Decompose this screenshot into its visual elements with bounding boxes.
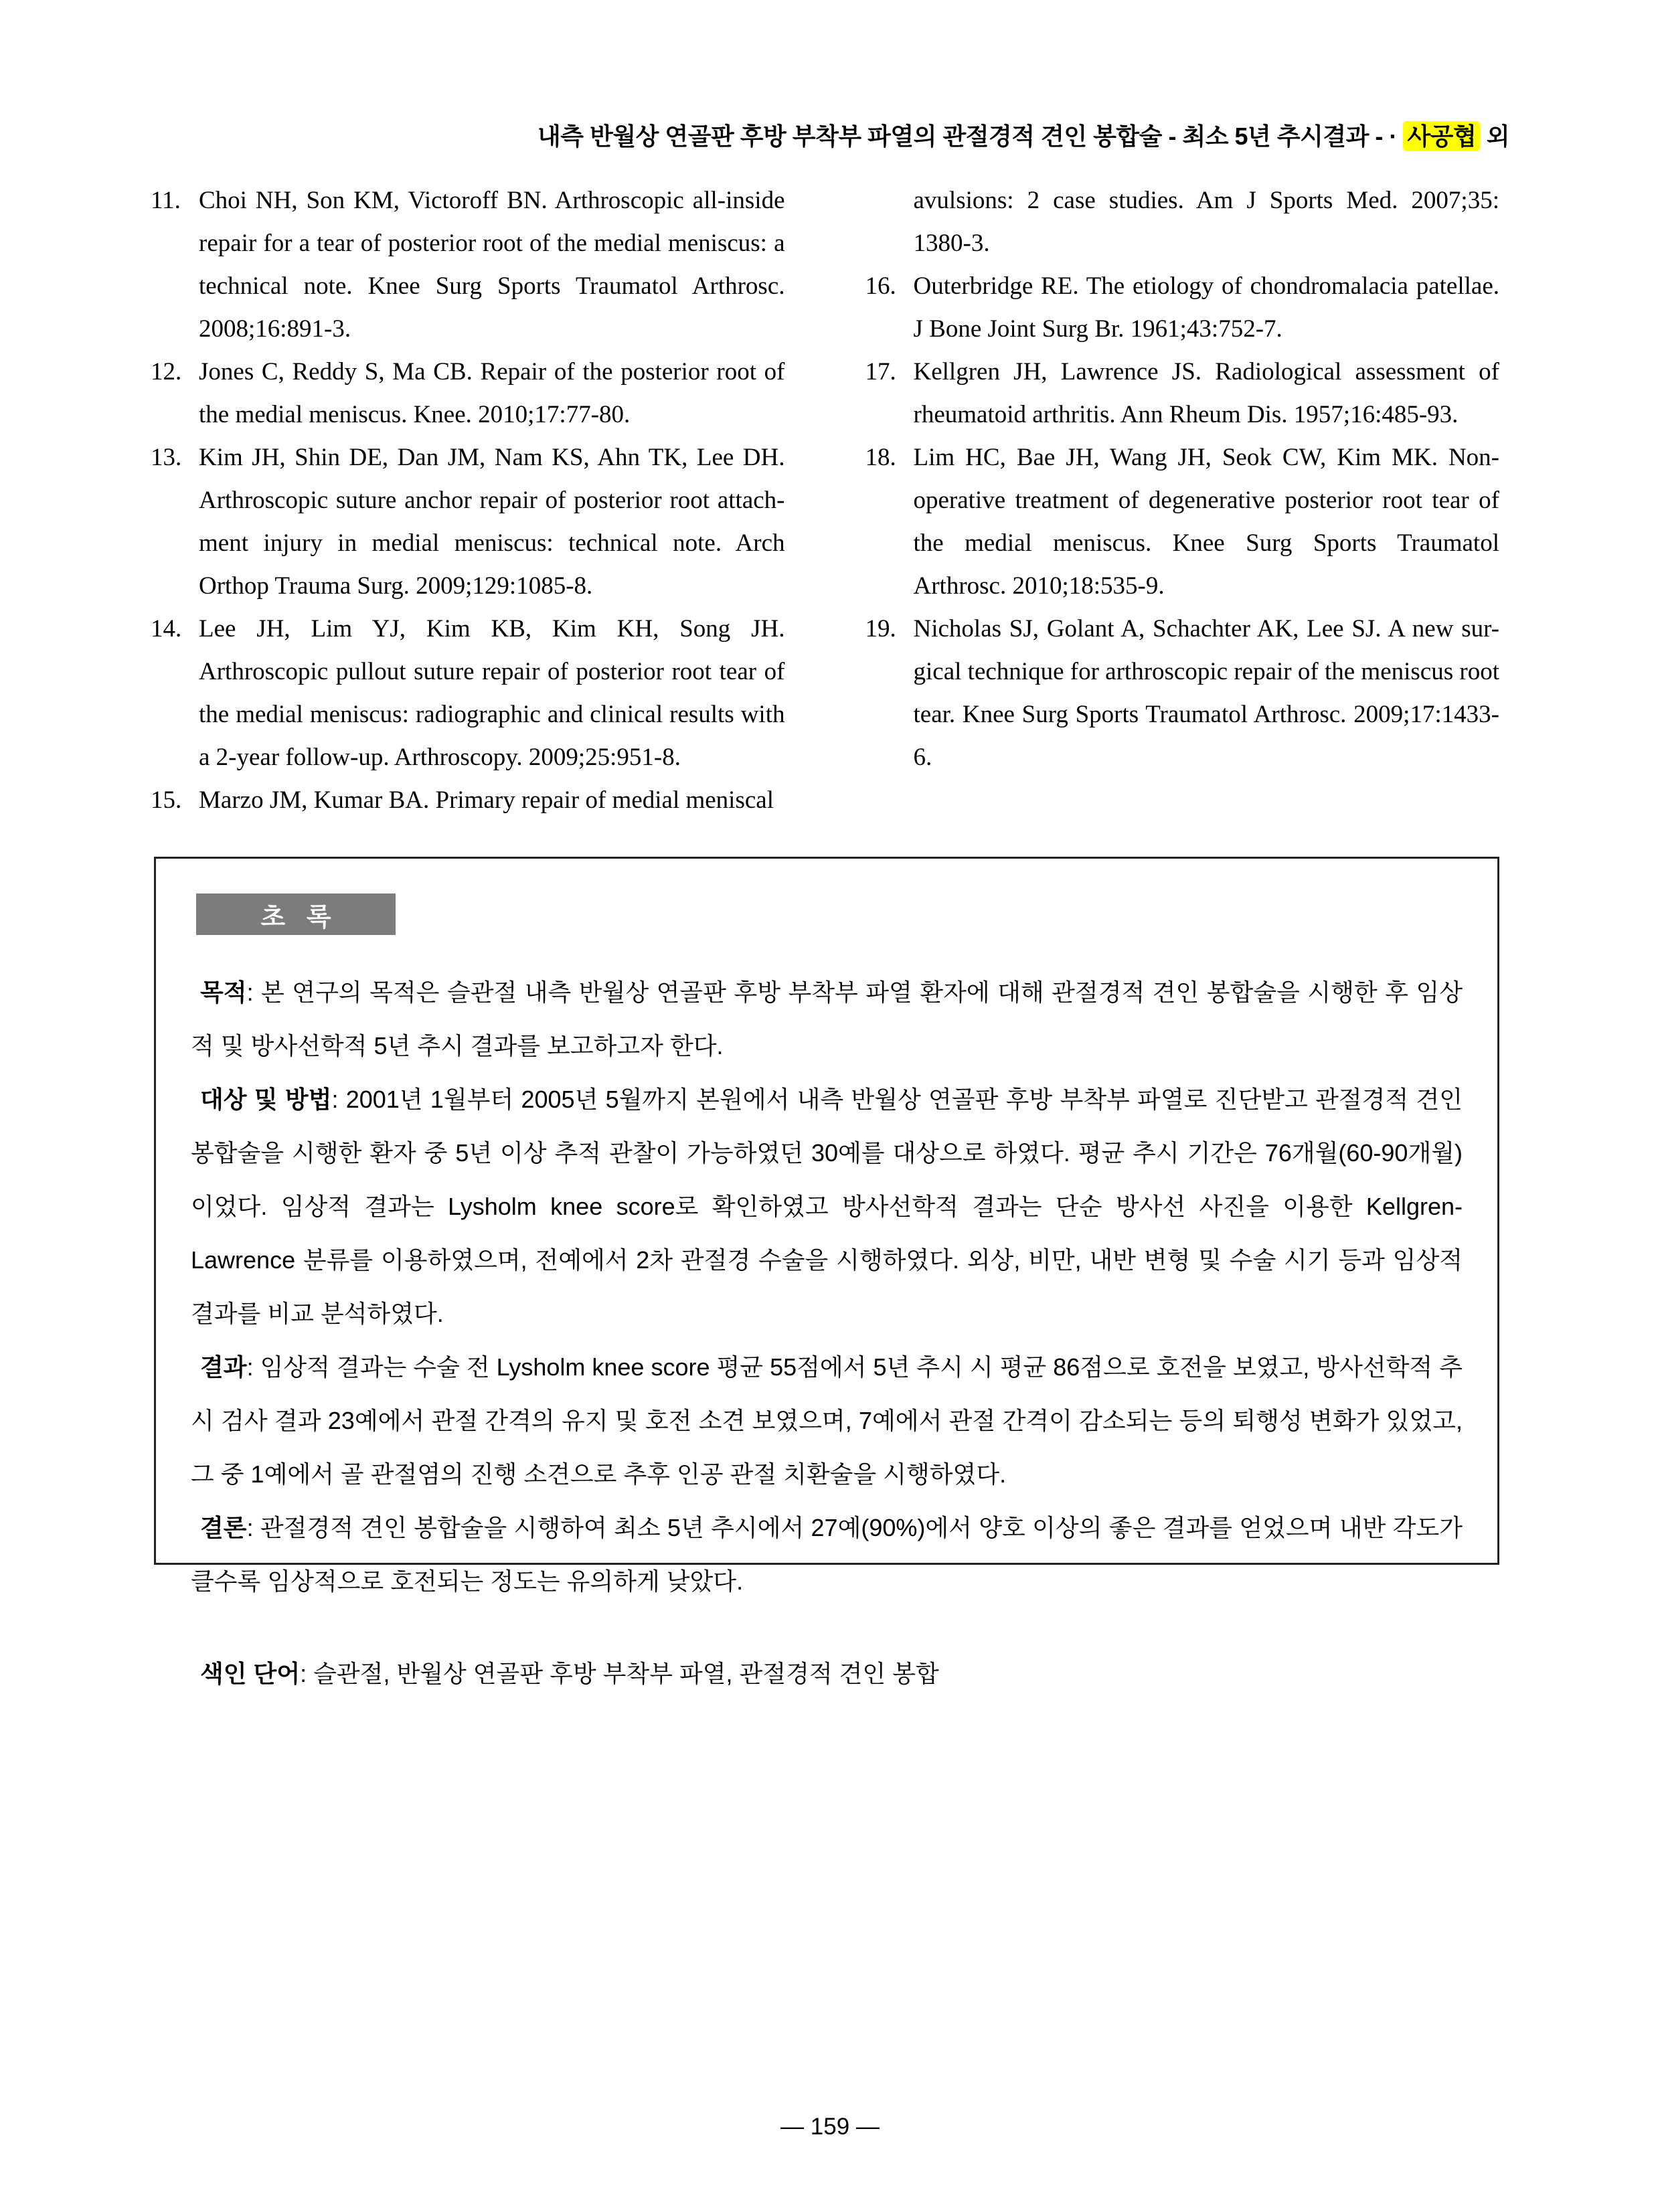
- reference-text: Kim JH, Shin DE, Dan JM, Nam KS, Ahn TK, Lee DH. Arthroscopic suture anchor repair of posterior root attach- ment injury in medial meniscus: technical note. Arch Orthop Trauma Surg. 2009;129:1085-8.: [199, 444, 785, 600]
- references-right-column: [865, 179, 1500, 822]
- paragraph-text: : 본 연구의 목적은 슬관절 내측 반월상 연골판 후방 부착부 파열 환자에 대해 관절경적 견인 봉합술을 시행한 후 임상적 및 방사선학적 5년 추시 결과를 보고하고자 한다.: [191, 979, 1463, 1059]
- abstract-box-title: 초 록: [196, 894, 396, 935]
- reference-item: [151, 436, 785, 608]
- reference-number: 12.: [151, 358, 182, 386]
- reference-item: [151, 351, 785, 436]
- paragraph-text: : 임상적 결과는 수술 전 Lysholm knee score 평균 55점에서 5년 추시 시 평균 86점으로 호전을 보였고, 방사선학적 추시 검사 결과 23예에서 관절 간격의 유지 및 호전 소견 보였으며, 7예에서 관절 간격이 감소되는 등의 퇴행성 변화가 있었고, 그 중 1예에서 골 관절염의 진행 소견으로 추후 인공 관절 치환술을 시행하였다.: [191, 1353, 1463, 1488]
- reference-number: 19.: [865, 615, 896, 643]
- running-title-suffix: 외: [1480, 122, 1509, 150]
- reference-number: 14.: [151, 615, 182, 643]
- reference-text: Marzo JM, Kumar BA. Primary repair of medial meniscal: [199, 786, 774, 814]
- reference-text: Choi NH, Son KM, Victoroff BN. Arthroscopic all-inside repair for a tear of posterior root of the medial meniscus: a technical note. Knee Surg Sports Traumatol Arthrosc. 2008;16:891-3.: [199, 187, 785, 343]
- reference-text: avulsions: 2 case studies. Am J Sports Med. 2007;35: 1380-3.: [913, 187, 1499, 257]
- reference-number: 13.: [151, 444, 182, 471]
- reference-number: 16.: [865, 272, 896, 300]
- reference-item: [151, 179, 785, 351]
- reference-item: [151, 779, 785, 822]
- reference-item: [865, 265, 1500, 351]
- references-left-column: [151, 179, 785, 822]
- reference-text: Nicholas SJ, Golant A, Schachter AK, Lee SJ. A new sur- gical technique for arthroscopic repair of the meniscus root tear. Knee Surg Sports Traumatol Arthrosc. 2009;17:1433-6.: [913, 615, 1499, 771]
- reference-number: 11.: [151, 187, 181, 214]
- reference-item: [865, 608, 1500, 779]
- reference-number: 15.: [151, 786, 182, 814]
- running-title-text: 내측 반월상 연골판 후방 부착부 파열의 관절경적 견인 봉합술 - 최소 5년 추시결과 - ·: [537, 122, 1404, 150]
- page-number: — 159 —: [780, 2114, 880, 2140]
- reference-item: [151, 608, 785, 779]
- running-title: [151, 118, 1509, 152]
- references-section: [151, 179, 1499, 822]
- highlighted-author: 사공협: [1403, 121, 1480, 151]
- paragraph-label: 결과: [200, 1353, 247, 1381]
- paragraph-label: 목적: [200, 979, 247, 1006]
- reference-item: [865, 436, 1500, 608]
- reference-text: Jones C, Reddy S, Ma CB. Repair of the posterior root of the medial meniscus. Knee. 2010;17:77-80.: [199, 358, 785, 428]
- reference-number: 18.: [865, 444, 896, 471]
- abstract-paragraph-conclusion: [191, 1501, 1463, 1608]
- reference-number: 17.: [865, 358, 896, 386]
- paragraph-text: : 2001년 1월부터 2005년 5월까지 본원에서 내측 반월상 연골판 후방 부착부 파열로 진단받고 관절경적 견인 봉합술을 시행한 환자 중 5년 이상 추적 관찰이 가능하였던 30예를 대상으로 하였다. 평균 추시 기간은 76개월(60-90개월)이었다. 임상적 결과는 Lysholm knee score로 확인하였고 방사선학적 결과는 단순 방사선 사진을 이용한 Kellgren-Lawrence 분류를 이용하였으며, 전예에서 2차 관절경 수술을 시행하였다. 외상, 비만, 내반 변형 및 수술 시기 등과 임상적 결과를 비교 분석하였다.: [191, 1086, 1463, 1327]
- abstract-paragraph-results: [191, 1341, 1463, 1501]
- abstract-keywords: [191, 1647, 1463, 1701]
- paragraph-text: : 관절경적 견인 봉합술을 시행하여 최소 5년 추시에서 27예(90%)에서 양호 이상의 좋은 결과를 얻었으며 내반 각도가 클수록 임상적으로 호전되는 정도는 유의하게 낮았다.: [191, 1514, 1463, 1595]
- reference-item: [865, 351, 1500, 436]
- abstract-body: [191, 966, 1463, 1701]
- paragraph-label: 대상 및 방법: [200, 1086, 332, 1113]
- abstract-paragraph-purpose: [191, 966, 1463, 1073]
- reference-text: Lim HC, Bae JH, Wang JH, Seok CW, Kim MK. Non- operative treatment of degenerative posterior root tear of the medial meniscus. Knee Surg Sports Traumatol Arthrosc. 2010;18:535-9.: [913, 444, 1499, 600]
- reference-text: Outerbridge RE. The etiology of chondromalacia patellae. J Bone Joint Surg Br. 1961;43:752-7.: [913, 272, 1499, 343]
- abstract-paragraph-methods: [191, 1073, 1463, 1341]
- reference-text: Lee JH, Lim YJ, Kim KB, Kim KH, Song JH. Arthroscopic pullout suture repair of posterior root tear of the medial meniscus: radiographic and clinical results with a 2-year follow-up. Arthroscopy. 2009;25:951-8.: [199, 615, 785, 771]
- paragraph-text: : 슬관절, 반월상 연골판 후방 부착부 파열, 관절경적 견인 봉합: [300, 1660, 939, 1687]
- paragraph-label: 결론: [200, 1514, 247, 1541]
- reference-text: Kellgren JH, Lawrence JS. Radiological assessment of rheumatoid arthritis. Ann Rheum Dis. 1957;16:485-93.: [913, 358, 1499, 428]
- reference-item-continuation: [865, 179, 1500, 265]
- abstract-box: [154, 857, 1499, 1687]
- paragraph-label: 색인 단어: [200, 1660, 301, 1687]
